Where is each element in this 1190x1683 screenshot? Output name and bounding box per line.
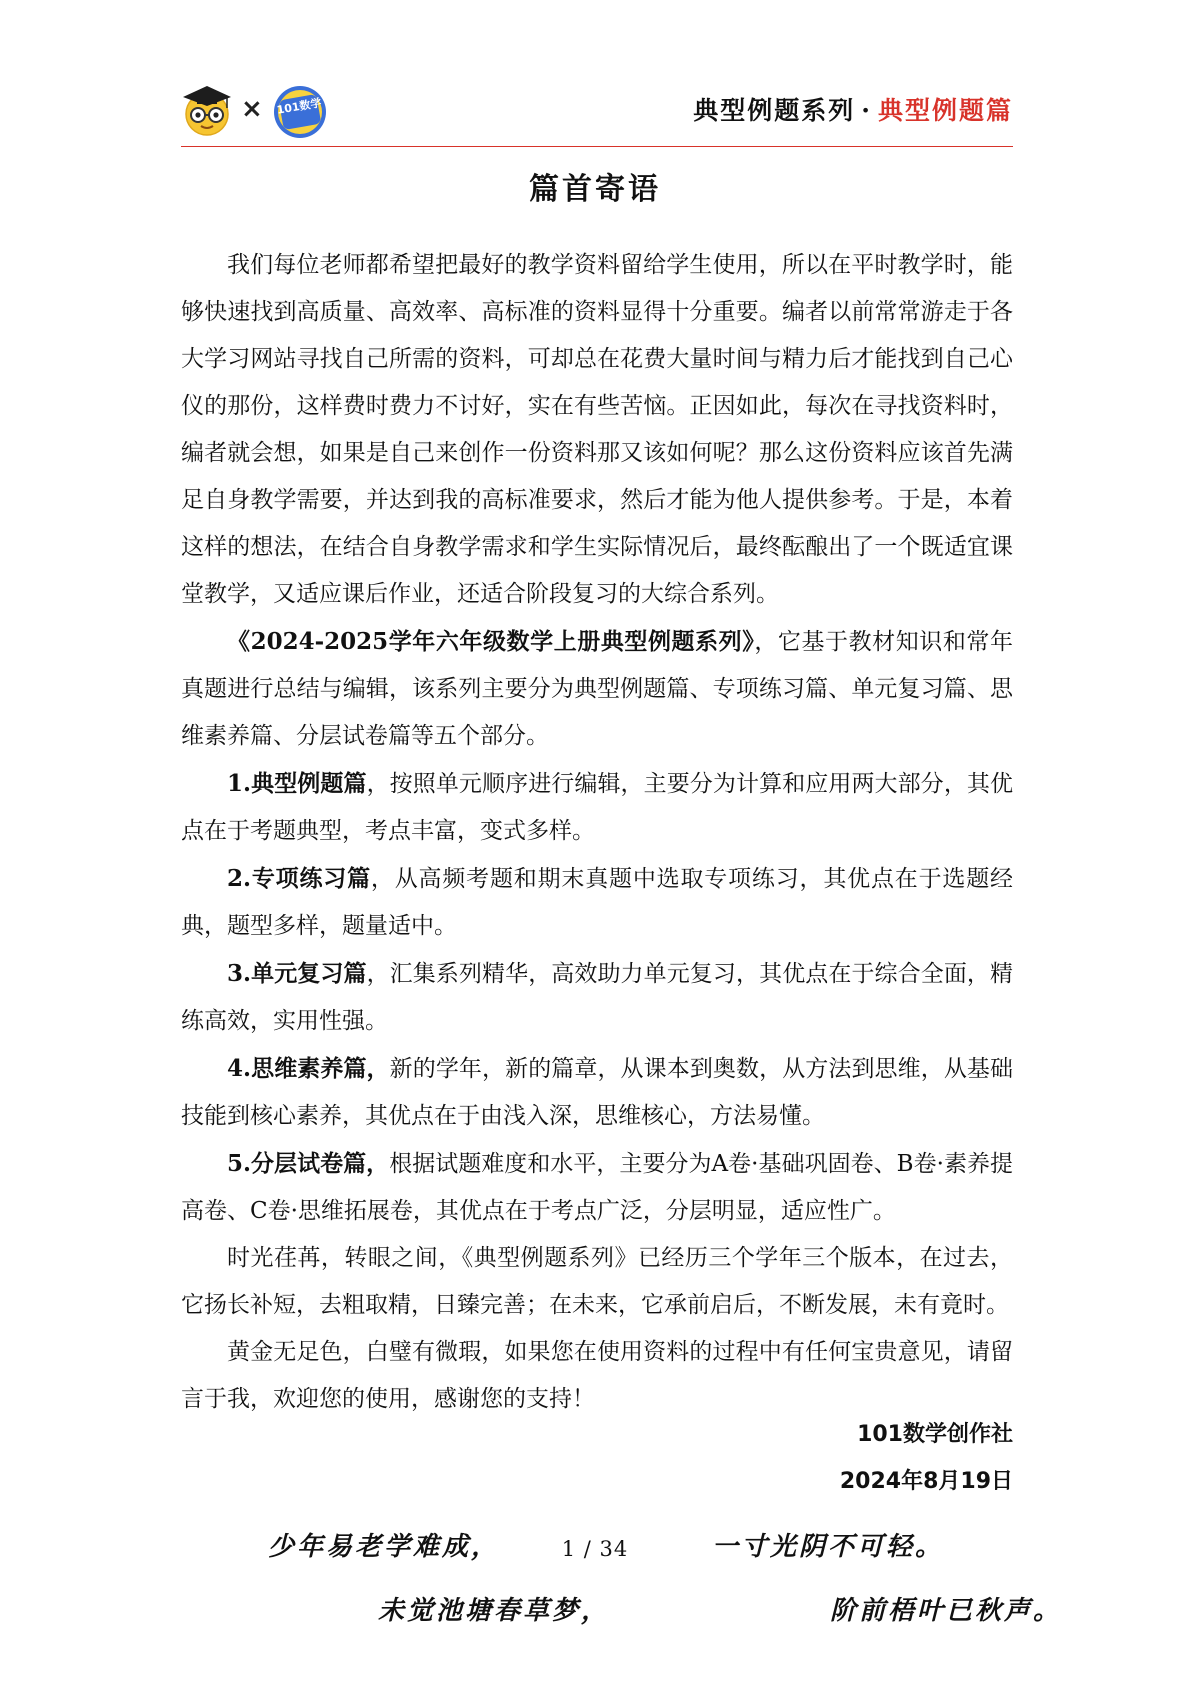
item-text: 新的学年，新的篇章，从课本到奥数，从方法到思维，从基础技能到核心素养，其优点在于由浅入深，思维核心，方法易懂。 — [181, 1056, 1014, 1129]
signature-org: 101数学创作社 — [857, 1422, 1013, 1447]
series-full-title: 《2024-2025学年六年级数学上册典型例题系列》 — [227, 628, 755, 655]
collab-times-sign: × — [241, 94, 263, 124]
list-item — [181, 1140, 1013, 1235]
list-item — [181, 950, 1013, 1045]
item-heading: 2.专项练习篇 — [227, 865, 371, 892]
list-item — [181, 1045, 1013, 1140]
series-volume: 典型例题篇 — [877, 96, 1013, 125]
footer-poem-line-2-left: 未觉池塘春草梦， — [378, 1596, 611, 1626]
series-separator: · — [861, 96, 872, 125]
item-text: ，从高频考题和期末真题中选取专项练习，其优点在于选题经典，题型多样，题量适中。 — [181, 866, 1014, 939]
page-title: 篇首寄语 — [529, 172, 661, 207]
paragraph-closing: 黄金无足色，白璧有微瑕，如果您在使用资料的过程中有任何宝贵意见，请留言于我，欢迎您的使用，感谢您的支持！ — [181, 1339, 1013, 1412]
signature-date: 2024年8月19日 — [839, 1469, 1013, 1494]
series-name: 典型例题系列 — [693, 96, 856, 125]
preface-body — [181, 242, 1013, 1423]
item-heading: 5.分层试卷篇， — [227, 1150, 390, 1177]
math101-logo-text: 101数学 — [275, 96, 323, 117]
page-header — [181, 78, 1013, 147]
item-text: ，汇集系列精华，高效助力单元复习，其优点在于综合全面，精练高效，实用性强。 — [181, 961, 1014, 1034]
list-item — [181, 760, 1013, 855]
item-heading: 3.单元复习篇 — [227, 960, 367, 987]
item-heading: 4.思维素养篇， — [227, 1055, 390, 1082]
item-text: ，按照单元顺序进行编辑，主要分为计算和应用两大部分，其优点在于考题典型，考点丰富，变式多样。 — [181, 771, 1014, 844]
series-overview-text: ，它基于教材知识和常年真题进行总结与编辑，该系列主要分为典型例题篇、专项练习篇、单元复习篇、思维素养篇、分层试卷篇等五个部分。 — [181, 629, 1013, 749]
paragraph-series-overview — [181, 618, 1013, 760]
footer-poem-line-1-left: 少年易老学难成， — [268, 1532, 501, 1562]
footer-poem-line-2-right: 阶前梧叶已秋声。 — [830, 1596, 1063, 1626]
list-item — [181, 855, 1013, 950]
footer-poem-line-1-right: 一寸光阴不可轻。 — [712, 1532, 945, 1562]
page-number: 1 / 34 — [561, 1537, 629, 1561]
item-heading: 1.典型例题篇 — [227, 770, 367, 797]
series-title — [693, 96, 1013, 126]
mascot-logo-icon — [181, 84, 233, 136]
math101-logo — [272, 84, 328, 140]
item-text: 根据试题难度和水平，主要分为A卷·基础巩固卷、B卷·素养提高卷、C卷·思维拓展卷，其优点在于考点广泛，分层明显，适应性广。 — [181, 1151, 1013, 1224]
paragraph-intro: 我们每位老师都希望把最好的教学资料留给学生使用，所以在平时教学时，能够快速找到高质量、高效率、高标准的资料显得十分重要。编者以前常常游走于各大学习网站寻找自己所需的资料，可却总在花费大量时间与精力后才能找到自己心仪的那份，这样费时费力不讨好，实在有些苦恼。正因如此，每次在寻找资料时，编者就会想，如果是自己来创作一份资料那又该如何呢？那么这份资料应该首先满足自身教学需要，并达到我的高标准要求，然后才能为他人提供参考。于是，本着这样的想法，在结合自身教学需求和学生实际情况后，最终酝酿出了一个既适宜课堂教学，又适应课后作业，还适合阶段复习的大综合系列。 — [181, 252, 1013, 607]
paragraph-history: 时光荏苒，转眼之间，《典型例题系列》已经历三个学年三个版本，在过去，它扬长补短，去粗取精，日臻完善；在未来，它承前启后，不断发展，未有竟时。 — [181, 1245, 1013, 1318]
